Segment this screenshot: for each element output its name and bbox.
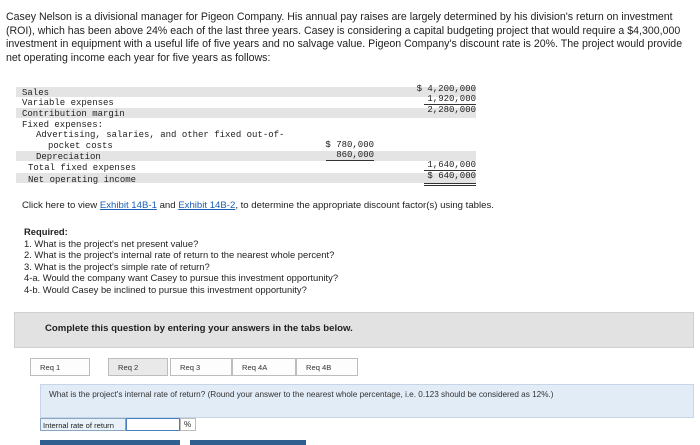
tab-req-4b[interactable]: Req 4B	[296, 358, 358, 376]
irr-label: Internal rate of return	[40, 418, 126, 431]
sales-value: $ 4,200,000	[416, 84, 476, 94]
advertising-label-cont: pocket costs	[48, 141, 113, 151]
advertising-value: $ 780,000	[325, 140, 374, 150]
required-item: 2. What is the project's internal rate of return to the nearest whole percent?	[24, 249, 335, 261]
required-item: 3. What is the project's simple rate of return?	[24, 260, 210, 272]
net-operating-income-label: Net operating income	[28, 175, 137, 185]
exhibit-14b-2-link[interactable]: Exhibit 14B-2	[178, 200, 236, 211]
variable-expenses-value: 1,920,000	[427, 94, 476, 104]
instruction-panel	[14, 312, 694, 348]
sales-label: Sales	[22, 88, 50, 98]
variable-expenses-label: Variable expenses	[22, 98, 114, 108]
contribution-margin-value: 2,280,000	[427, 105, 476, 115]
instruction-text: Complete this question by entering your answers in the tabs below.	[45, 323, 353, 334]
contribution-margin-label: Contribution margin	[22, 109, 125, 119]
exhibit-suffix: , to determine the appropriate discount factor(s) using tables.	[235, 200, 494, 211]
required-list	[24, 226, 338, 296]
required-title: Required:	[24, 226, 68, 237]
double-underline	[424, 185, 476, 186]
net-operating-income-value: $ 640,000	[427, 171, 476, 181]
total-fixed-label: Total fixed expenses	[28, 163, 137, 173]
problem-intro: Casey Nelson is a divisional manager for Pigeon Company. His annual pay raises are largely determined by his division's return on investment (ROI), which has been above 24% each of the last three years. Casey is considering a capital budgeting project that would require a $4,300,000 investment in equipment with a useful life of five years and no salvage value. Pigeon Company's discount rate is 20%. The project would provide net operating income each year for five years as follows:	[6, 11, 683, 64]
tab-req-3[interactable]: Req 3	[170, 358, 232, 376]
fixed-expenses-label: Fixed expenses:	[22, 120, 104, 130]
required-item: 1. What is the project's net present value?	[24, 237, 199, 249]
question-box	[40, 384, 694, 418]
required-item: 4-b. Would Casey be inclined to pursue this investment opportunity?	[24, 283, 307, 295]
next-button[interactable]	[190, 440, 306, 445]
depreciation-value: 860,000	[336, 150, 374, 160]
prev-button[interactable]	[40, 440, 180, 445]
exhibit-prefix: Click here to view	[22, 200, 100, 211]
exhibit-instructions	[22, 200, 494, 211]
total-fixed-value: 1,640,000	[427, 160, 476, 170]
requirement-tabs	[30, 356, 694, 378]
required-item: 4-a. Would the company want Casey to pursue this investment opportunity?	[24, 272, 339, 284]
exhibit-14b-1-link[interactable]: Exhibit 14B-1	[99, 200, 157, 211]
depreciation-label: Depreciation	[36, 152, 101, 162]
underline	[326, 160, 374, 161]
question-text: What is the project's internal rate of return? (Round your answer to the nearest whole percentage, i.e. 0.123 should be considered as 12%.)	[49, 390, 554, 399]
tab-req-4a[interactable]: Req 4A	[232, 358, 296, 376]
exhibit-middle: and	[156, 200, 179, 211]
tab-req-1[interactable]: Req 1	[30, 358, 90, 376]
tab-req-2[interactable]: Req 2	[108, 358, 168, 376]
advertising-label: Advertising, salaries, and other fixed out-of-	[36, 130, 285, 140]
double-underline	[424, 183, 476, 184]
irr-input[interactable]	[126, 418, 180, 431]
percent-unit: %	[180, 418, 196, 431]
